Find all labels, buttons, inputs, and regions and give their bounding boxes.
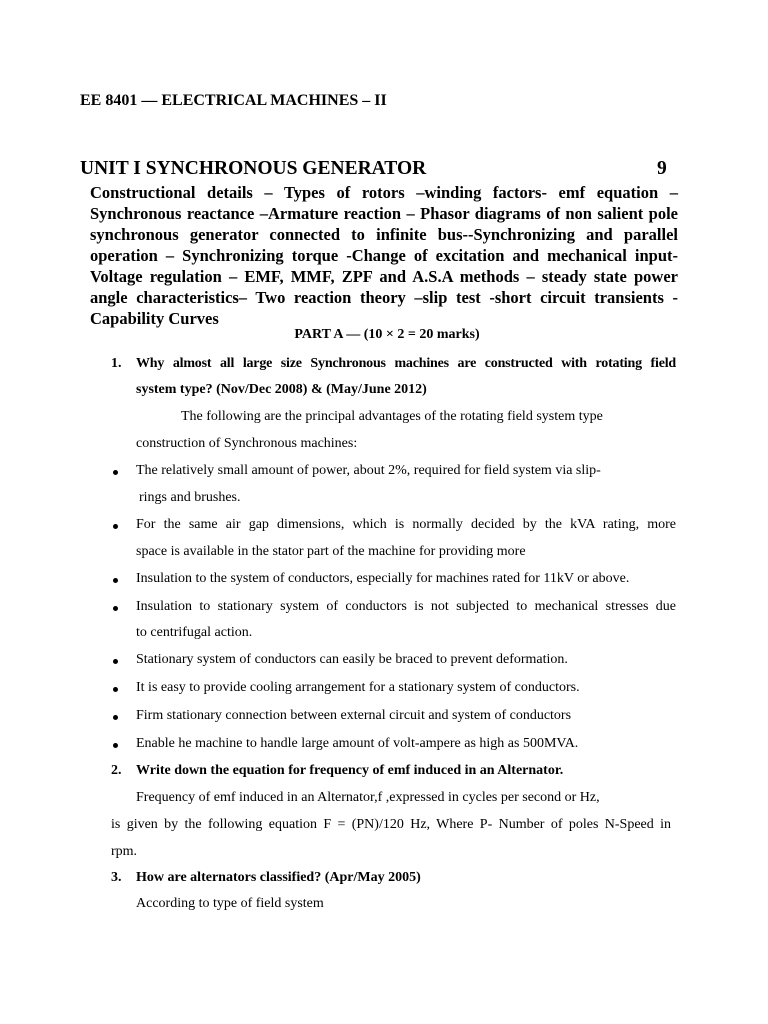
question-number: 3. (111, 870, 122, 885)
bullet-text: rings and brushes. (139, 490, 241, 505)
part-heading: PART A — (10 × 2 = 20 marks) (294, 327, 480, 342)
unit-title: UNIT I SYNCHRONOUS GENERATOR (80, 158, 427, 179)
bullet-text: The relatively small amount of power, about 2%, required for field system via slip- (136, 463, 601, 478)
question-number: 1. (111, 356, 122, 371)
syllabus-line: Voltage regulation – EMF, MMF, ZPF and A.S.A methods – steady state power (90, 267, 678, 286)
syllabus-paragraph (90, 182, 678, 329)
bullet-icon (113, 743, 118, 748)
unit-hours: 9 (657, 158, 667, 179)
bullet-text: Stationary system of conductors can easily be braced to prevent deformation. (136, 652, 568, 667)
bullet-text: It is easy to provide cooling arrangement for a stationary system of conductors. (136, 680, 580, 695)
answer-text: According to type of field system (136, 896, 324, 911)
answer-line: is given by the following equation F = (PN)/120 Hz, Where P- Number of poles N-Speed in (111, 817, 671, 832)
syllabus-line: Constructional details – Types of rotors –winding factors- emf equation – (90, 183, 678, 202)
bullet-line: For the same air gap dimensions, which is normally decided by the kVA rating, more (136, 517, 676, 532)
answer-text (111, 817, 671, 833)
bullet-icon (113, 715, 118, 720)
answer-text: construction of Synchronous machines: (136, 436, 358, 451)
bullet-icon (113, 470, 118, 475)
answer-text: The following are the principal advantages of the rotating field system type (181, 409, 603, 424)
question-number: 2. (111, 763, 122, 778)
bullet-icon (113, 687, 118, 692)
question-text (136, 356, 676, 372)
bullet-text (136, 599, 676, 615)
bullet-icon (113, 659, 118, 664)
syllabus-line: operation – Synchronizing torque -Change of excitation and mechanical input- (90, 246, 678, 265)
syllabus-line: angle characteristics– Two reaction theory –slip test -short circuit transients - (90, 288, 678, 307)
syllabus-line: synchronous generator connected to infinite bus--Synchronizing and parallel (90, 225, 678, 244)
bullet-text (136, 517, 676, 533)
course-title: EE 8401 — ELECTRICAL MACHINES – II (80, 92, 387, 109)
bullet-text: Firm stationary connection between external circuit and system of conductors (136, 708, 572, 723)
syllabus-line: Synchronous reactance –Armature reaction – Phasor diagrams of non salient pole (90, 204, 678, 223)
bullet-line: Insulation to stationary system of conductors is not subjected to mechanical stresses due (136, 599, 676, 614)
bullet-icon (113, 578, 118, 583)
bullet-text: Insulation to the system of conductors, especially for machines rated for 11kV or above. (136, 571, 630, 586)
answer-text: rpm. (111, 844, 138, 859)
answer-text: Frequency of emf induced in an Alternator,f ,expressed in cycles per second or Hz, (136, 790, 600, 805)
question-text: How are alternators classified? (Apr/May 2005) (136, 870, 421, 885)
bullet-icon (113, 524, 118, 529)
bullet-text: to centrifugal action. (136, 625, 253, 640)
bullet-text: space is available in the stator part of the machine for providing more (136, 544, 526, 559)
question-text: Write down the equation for frequency of emf induced in an Alternator. (136, 763, 564, 778)
question-line: Why almost all large size Synchronous machines are constructed with rotating field (136, 356, 676, 371)
bullet-text: Enable he machine to handle large amount of volt-ampere as high as 500MVA. (136, 736, 579, 751)
syllabus-line: Capability Curves (90, 309, 219, 328)
bullet-icon (113, 606, 118, 611)
question-line: system type? (Nov/Dec 2008) & (May/June 2012) (136, 382, 427, 397)
